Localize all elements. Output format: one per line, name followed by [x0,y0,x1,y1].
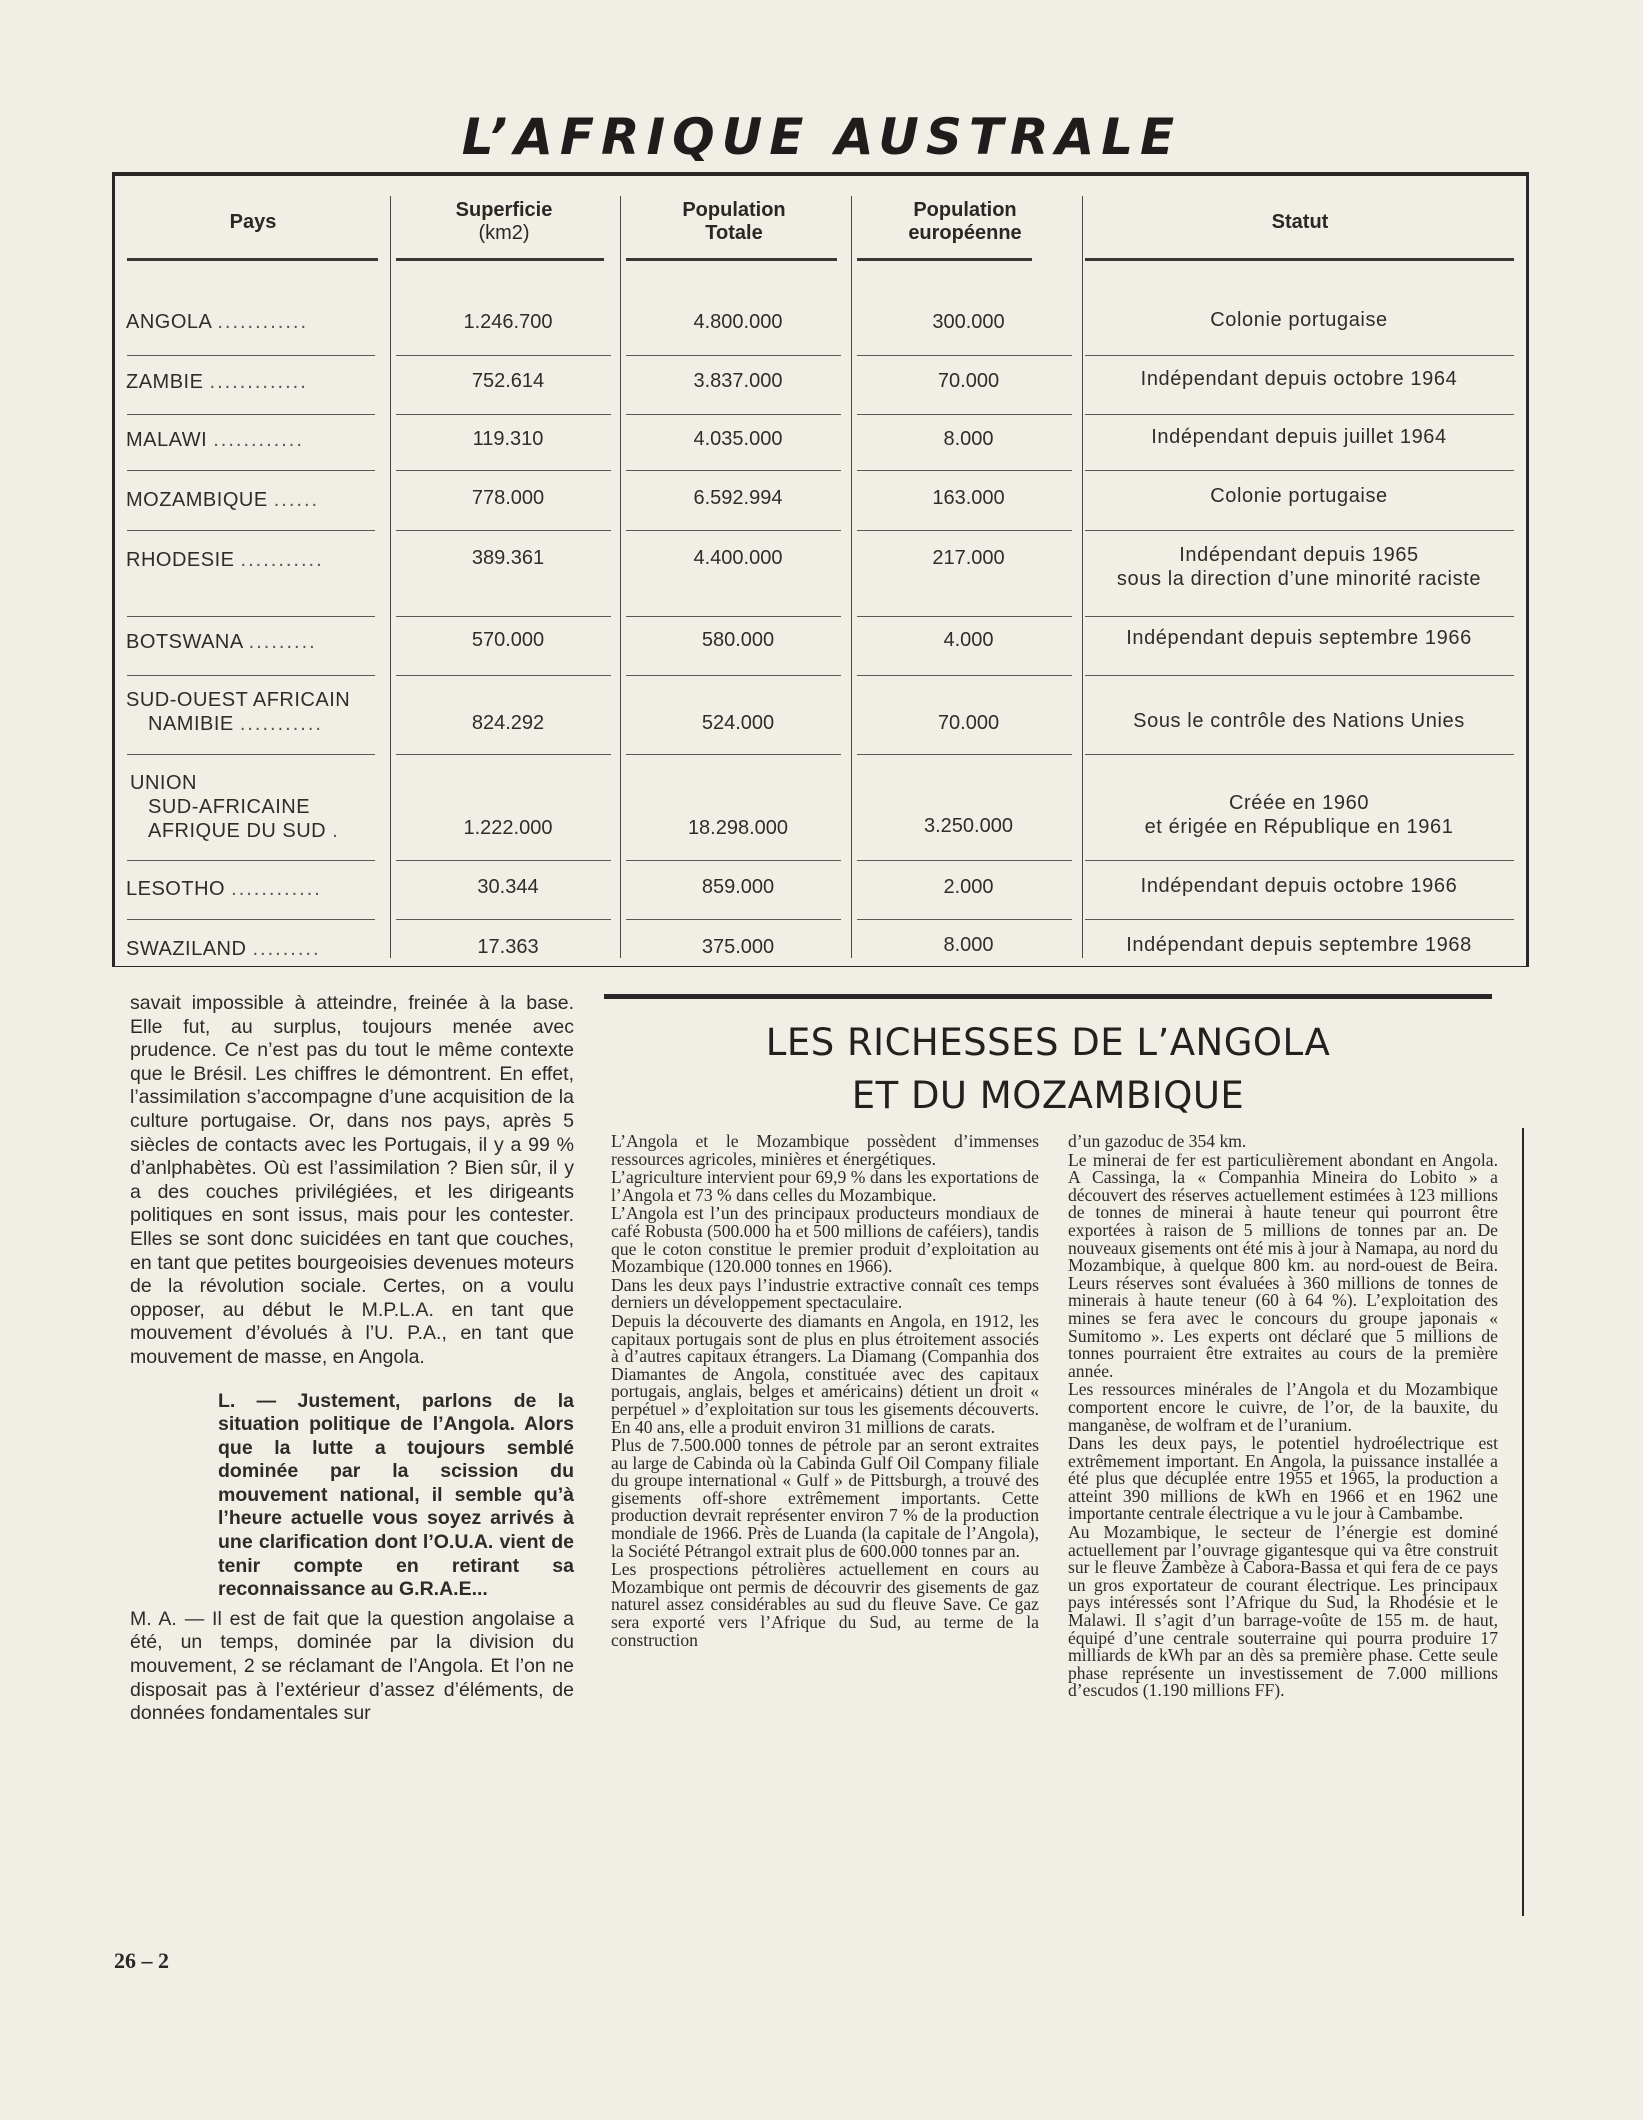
row-separator [626,530,841,531]
cell-statut: Indépendant depuis septembre 1968 [1126,934,1472,956]
cell-statut: Indépendant depuis juillet 1964 [1151,426,1447,448]
cell-statut: Indépendant depuis octobre 1966 [1140,875,1458,897]
header-underline [1085,258,1514,261]
row-separator [626,919,841,920]
cell-superficie: 570.000 [471,629,545,651]
row-separator [857,675,1072,676]
cell-superficie: 119.310 [472,428,544,450]
cell-statut: Sous le contrôle des Nations Unies [1133,710,1465,732]
row-separator [857,754,1072,755]
row-separator [127,754,375,755]
row-separator [1085,470,1514,471]
column-divider [1082,196,1083,958]
row-separator [1085,530,1514,531]
header-statut: Statut [1271,210,1329,233]
table-row-country: MALAWI ............ [126,429,304,451]
cell-population-europeenne: 8.000 [943,428,994,450]
row-separator [1085,355,1514,356]
cell-population-europeenne: 217.000 [932,547,1005,569]
table-row-country: UNION SUD-AFRICAINE AFRIQUE DU SUD . [130,772,340,842]
cell-population-europeenne: 70.000 [937,712,1000,734]
row-separator [857,919,1072,920]
row-separator [396,414,611,415]
header-underline [626,258,837,261]
table-row-country: RHODESIE ........... [126,549,324,571]
header-underline [396,258,604,261]
row-separator [626,754,841,755]
cell-population: 859.000 [701,876,775,898]
page-title: L’AFRIQUE AUSTRALE [461,108,1182,166]
row-separator [396,530,611,531]
cell-superficie: 824.292 [471,712,545,734]
interview-paragraph: savait impossible à atteindre, freinée à la base. Elle fut, au surplus, toujours menée avec prudence. Ce n’est pas du tout le même contexte que le Brésil. Les chiffres le démontrent. En effet, l’assimilation s’accompagne d’une acquisition de la culture portugaise. Or, dans nos pays, après 5 siècles de contacts avec les Portugais, il y a 99 % d’anlphabètes. Où est l’assimilation ? Bien sûr, il y a des couches privilégiées, et les dirigeants politiques en sont issus, mais pour les contester. Elles se sont donc suicidées en tant que couches, en tant que petites bourgeoisies devenues moteurs de la révolution sociale. Certes, on a voulu opposer, au début le M.P.L.A. en tant que mouvement d’évolués à l’U. P.A., en tant que mouvement de masse, en Angola. [130,992,574,1368]
row-separator [857,530,1072,531]
row-separator [1085,675,1514,676]
row-separator [626,860,841,861]
cell-superficie: 1.246.700 [463,311,553,333]
cell-statut: Colonie portugaise [1210,309,1388,331]
cell-statut: Créée en 1960 et érigée en République en 1961 [1144,792,1454,838]
row-separator [127,919,375,920]
cell-population: 3.837.000 [693,370,783,392]
cell-population-europeenne: 163.000 [932,487,1005,509]
header-pays: Pays [229,210,277,233]
cell-population: 580.000 [701,629,775,651]
cell-population-europeenne: 8.000 [943,934,994,956]
row-separator [857,355,1072,356]
row-separator [857,616,1072,617]
cell-statut: Indépendant depuis octobre 1964 [1140,368,1458,390]
cell-superficie: 17.363 [477,936,539,958]
cell-superficie: 389.361 [471,547,545,569]
article-paragraph: Le minerai de fer est particulièrement abondant en Angola. A Cassinga, la « Companhia Mineira do Lobito » a découvert des réserves actuellement estimées à 123 millions de tonnes de minerai à haute teneur qui pourront être exportées à raison de 5 millions de tonnes par an. De nouveaux gisements ont été mis à jour à Namapa, au nord du Mozambique, à quelque 800 km. au nord-ouest de Beira. Leurs réserves sont évaluées à 360 millions de tonnes de minerais à haute teneur (60 à 64 %). L’exploitation des mines se fera avec le concours du groupe japonais « Sumitomo ». Les experts ont déclaré que 5 millions de tonnes pourraient être extraites au cours de la première année. [1068,1149,1498,1381]
article-paragraph: Les prospections pétrolières actuellement en cours au Mozambique ont permis de découvrir des gisements de gaz naturel assez considérables au sud du fleuve Save. Ce gaz sera exporté vers l’Afrique du Sud, au terme de la construction [611,1559,1039,1650]
row-separator [626,414,841,415]
article-paragraph: Dans les deux pays l’industrie extractive connaît ces temps derniers un développement spectaculaire. [611,1274,1039,1313]
table-row-country: ZAMBIE ............. [126,371,308,393]
row-separator [127,616,375,617]
article-paragraph: L’agriculture intervient pour 69,9 % dans les exportations de l’Angola et 73 % dans celles du Mozambique. [611,1167,1039,1205]
cell-population-europeenne: 300.000 [932,311,1005,333]
cell-superficie: 752.614 [471,370,545,392]
cell-population-europeenne: 3.250.000 [924,815,1013,837]
cell-population-europeenne: 70.000 [937,370,1000,392]
cell-population: 4.400.000 [693,547,783,569]
interview-column [130,992,574,1726]
row-separator [857,470,1072,471]
row-separator [396,675,611,676]
row-separator [626,470,841,471]
row-separator [127,530,375,531]
header-population-totale: Population Totale [682,199,786,244]
article-top-rule [604,994,1492,999]
row-separator [396,355,611,356]
row-separator [1085,860,1514,861]
article-title: LES RICHESSES DE L’ANGOLA ET DU MOZAMBIQUE [765,1021,1331,1117]
article-column-left [611,1133,1039,1650]
article-paragraph: Au Mozambique, le secteur de l’énergie est dominé actuellement par l’ouvrage gigantesque qui va être construit sur le fleuve Zambèze à Cabora-Bassa et qui fera de ce pays un gros exportateur de courant électrique. Les principaux pays intéressés sont l’Afrique du Sud, la Rhodésie et le Malawi. Il s’agit d’un barrage-voûte de 155 m. de haut, équipé d’une centrale souterraine qui pourra produire 17 milliards de kWh par an dès sa première phase. Cette seule phase représente un investissement de 7.000 millions d’escudos (1.190 millions FF). [1068,1522,1498,1701]
interview-question: L. — Justement, parlons de la situation politique de l’Angola. Alors que la lutte a toujours semblé dominée par la scission du mouvement national, il semble qu’à l’heure actuelle vous soyez arrivés à une clarification dont l’O.U.A. vient de tenir compte en retirant sa reconnaissance au G.R.A.E... [218,1389,574,1601]
cell-population-europeenne: 2.000 [943,876,994,898]
header-underline [127,258,378,261]
row-separator [127,355,375,356]
page-number: 26 – 2 [114,1948,169,1973]
article-paragraph: Dans les deux pays, le potentiel hydroélectrique est extrêmement important. En Angola, la puissance installée a été plus que décuplée entre 1955 et 1965, la production a atteint 390 millions de kWh en 1966 et en 1962 une importante centrale électrique a vu le jour à Cambambe. [1068,1433,1498,1524]
cell-population: 18.298.000 [687,817,789,839]
row-separator [626,355,841,356]
cell-population: 4.800.000 [693,311,783,333]
cell-population: 6.592.994 [693,487,783,509]
row-separator [626,675,841,676]
header-underline [857,258,1032,261]
interview-answer: M. A. — Il est de fait que la question angolaise a été, un temps, dominée par la division du mouvement, 2 se réclamant de l’Angola. Et l’on ne disposait pas à l’extérieur d’assez d’éléments, de données fondamentales sur [130,1607,574,1725]
row-separator [1085,616,1514,617]
row-separator [127,470,375,471]
article-paragraph: Depuis la découverte des diamants en Angola, en 1912, les capitaux portugais sont de plus en plus étroitement associés à d’autres capitaux étrangers. La Diamang (Companhia dos Diamantes de Angola, constituée avec des capitaux portugais, anglais, belges et américains) détient un droit « perpétuel » d’exploitation sur tous les gisements découverts. En 40 ans, elle a produit environ 31 millions de carats. [611,1310,1039,1437]
table-row-country: SWAZILAND ......... [126,938,321,960]
cell-population-europeenne: 4.000 [943,629,994,651]
row-separator [127,675,375,676]
row-separator [1085,919,1514,920]
row-separator [1085,754,1514,755]
row-separator [127,860,375,861]
cell-superficie: 1.222.000 [463,817,553,839]
article-paragraph: L’Angola et le Mozambique possèdent d’immenses ressources agricoles, minières et énergétiques. [611,1131,1039,1169]
header-superficie: Superficie (km2) [455,199,553,244]
table-row-country: MOZAMBIQUE ...... [126,489,320,511]
cell-statut: Indépendant depuis septembre 1966 [1126,627,1472,649]
cell-statut: Indépendant depuis 1965 sous la direction d’une minorité raciste [1116,544,1482,590]
row-separator [396,616,611,617]
cell-population: 524.000 [701,712,775,734]
article-side-rule [1522,1128,1524,1916]
cell-superficie: 30.344 [477,876,539,898]
row-separator [857,860,1072,861]
row-separator [396,919,611,920]
table-row-country: BOTSWANA ......... [126,631,317,653]
cell-population: 375.000 [701,936,775,958]
row-separator [857,414,1072,415]
table-row-country: ANGOLA ............ [126,311,309,333]
article-paragraph: L’Angola est l’un des principaux producteurs mondiaux de café Robusta (500.000 ha et 500 millions de caféiers), tandis que le coton constitue le premier produit d’exploitation au Mozambique (120.000 tonnes en 1966). [611,1203,1039,1277]
row-separator [626,616,841,617]
cell-statut: Colonie portugaise [1210,485,1388,507]
cell-superficie: 778.000 [471,487,545,509]
table-row-country: SUD-OUEST AFRICAIN NAMIBIE ........... [126,689,351,735]
cell-population: 4.035.000 [693,428,783,450]
row-separator [396,860,611,861]
row-separator [396,470,611,471]
row-separator [1085,414,1514,415]
article-paragraph: Plus de 7.500.000 tonnes de pétrole par an seront extraites au large de Cabinda où la Cabinda Gulf Oil Company filiale du groupe international « Gulf » de Pittsburgh, a trouvé des gisements off-shore extrêmement importants. Cette production devrait représenter environ 7 % de la production mondiale de 1966. Près de Luanda (la capitale de l’Angola), la Société Pétrangol extrait plus de 600.000 tonnes par an. [611,1435,1039,1561]
article-column-right [1068,1133,1498,1701]
table-row-country: LESOTHO ............ [126,878,322,900]
header-population-europeenne: Population européenne [908,199,1022,244]
row-separator [396,754,611,755]
row-separator [127,414,375,415]
article-paragraph: d’un gazoduc de 354 km. [1068,1131,1247,1151]
column-divider [390,196,391,958]
article-paragraph: Les ressources minérales de l’Angola et du Mozambique comportent encore le cuivre, de l’or, de la bauxite, du manganèse, de wolfram et de l’uranium. [1068,1379,1498,1435]
